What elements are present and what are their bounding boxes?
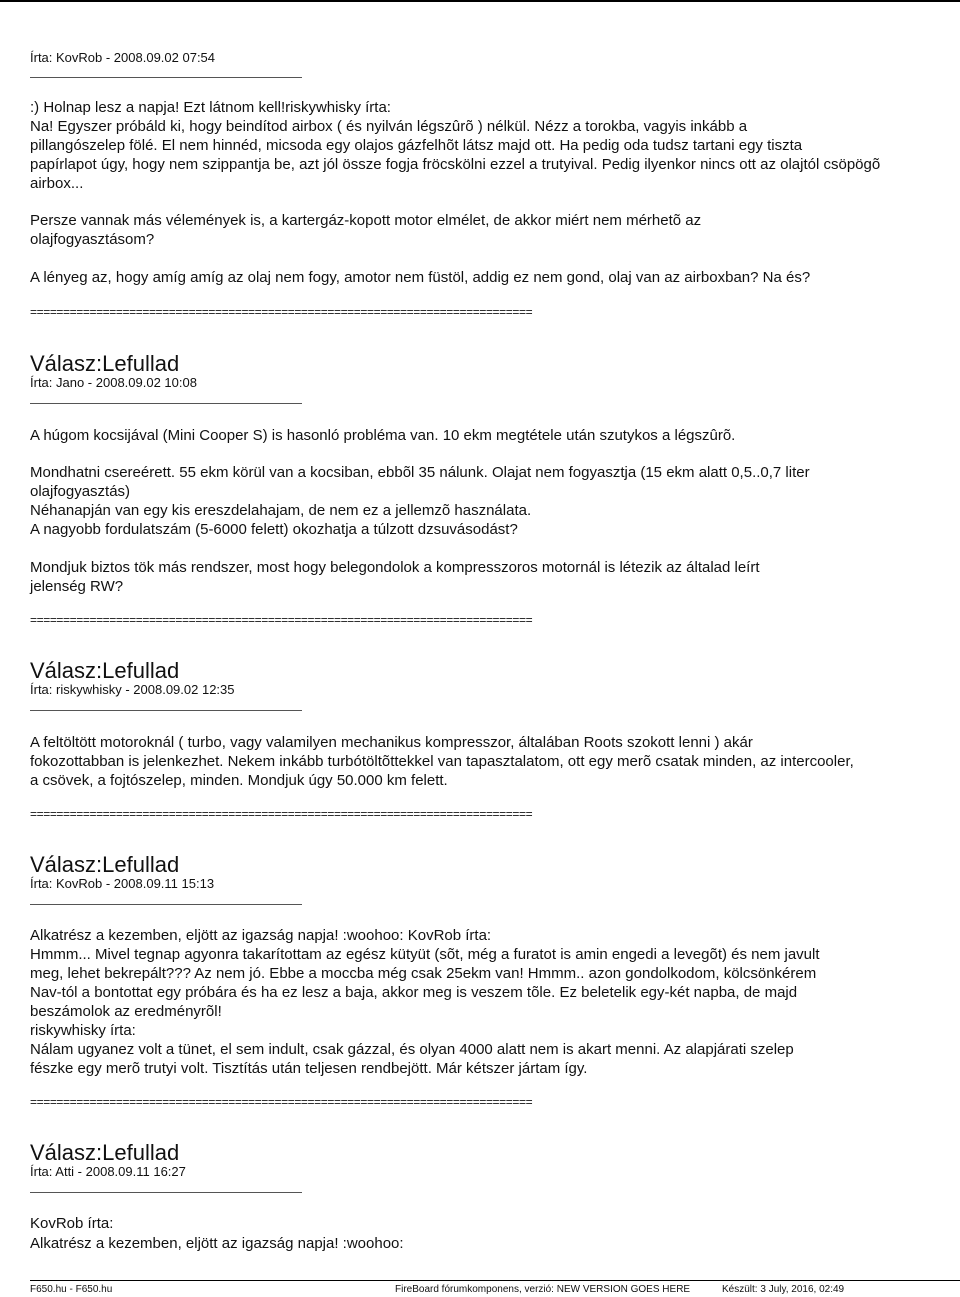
post-body-line: Alkatrész a kezemben, eljött az igazság napja! :woohoo: KovRob írta: xyxy=(30,927,492,944)
post-body-line: olajfogyasztás) xyxy=(30,483,131,500)
post-body-line: Néhanapján van egy kis ereszdelahajam, de nem ez a jellemzõ használata. xyxy=(30,502,532,519)
author-divider xyxy=(30,1192,302,1193)
post-heading: Válasz:Lefullad xyxy=(30,852,180,877)
post-separator: ============================================================================ xyxy=(30,614,533,626)
post-body-line: A húgom kocsijával (Mini Cooper S) is hasonló probléma van. 10 ekm megtétele után szutykos a légszûrõ. xyxy=(30,427,736,444)
author-divider xyxy=(30,904,302,905)
author-divider xyxy=(30,403,302,404)
post-separator: ============================================================================ xyxy=(30,306,533,318)
footer-generated: Készült: 3 July, 2016, 02:49 xyxy=(722,1284,845,1295)
post-body-line: :) Holnap lesz a napja! Ezt látnom kell!riskywhisky írta: xyxy=(30,99,391,116)
post-body-line: riskywhisky írta: xyxy=(30,1022,136,1039)
post-body-line: A nagyobb fordulatszám (5-6000 felett) okozhatja a túlzott dzsuvásodást? xyxy=(30,521,518,538)
footer-rule xyxy=(30,1280,960,1281)
post-body-line: Mondjuk biztos tök más rendszer, most hogy belegondolok a kompresszoros motornál is létezik az általad leírt xyxy=(30,559,760,576)
post-body-line: pillangószelep fölé. El nem hinnéd, micsoda egy olajos gázfelhõt látsz majd ott. Ha pedig oda tudsz tartani egy tiszta xyxy=(30,137,803,154)
post-author-line: Írta: KovRob - 2008.09.02 07:54 xyxy=(30,50,216,65)
post-body-line: Nálam ugyanez volt a tünet, el sem indult, csak gázzal, és olyan 4000 alatt nem is akart menni. Az alapjárati szelep xyxy=(30,1041,794,1058)
post-body-line: Mondhatni csereérett. 55 ekm körül van a kocsiban, ebbõl 35 nálunk. Olajat nem fogyasztja (15 ekm alatt 0,5..0,7 liter xyxy=(30,464,810,481)
post-heading: Válasz:Lefullad xyxy=(30,658,180,683)
post-author-line: Írta: KovRob - 2008.09.11 15:13 xyxy=(30,876,215,891)
top-rule xyxy=(0,0,960,2)
post-author-line: Írta: riskywhisky - 2008.09.02 12:35 xyxy=(30,682,235,697)
post-body-line: Nav-tól a bontottat egy próbára és ha ez lesz a baja, akkor meg is veszem tõle. Ez beletelik egy-két napba, de majd xyxy=(30,984,798,1001)
post-heading: Válasz:Lefullad xyxy=(30,351,180,376)
post-body-line: airbox... xyxy=(30,175,84,192)
post-separator: ============================================================================ xyxy=(30,1096,533,1108)
post-body-line: Hmmm... Mivel tegnap agyonra takarítottam az egész kütyüt (sõt, még a furatot is amin engedi a levegõt) és nem javult xyxy=(30,946,820,963)
post-author-line: Írta: Jano - 2008.09.02 10:08 xyxy=(30,375,197,390)
post-separator: ============================================================================ xyxy=(30,808,533,820)
post-body-line: Na! Egyszer próbáld ki, hogy beindítod airbox ( és nyilván légszûrõ ) nélkül. Nézz a torokba, vagyis inkább a xyxy=(30,118,748,135)
post-body-line: meg, lehet bekrepált??? Az nem jó. Ebbe a moccba még csak 25ekm van! Hmmm.. azon gondolkodom, kölcsönkérem xyxy=(30,965,817,982)
post-body-line: Alkatrész a kezemben, eljött az igazság napja! :woohoo: xyxy=(30,1235,404,1252)
post-body-line: fokozottabban is jelenkezhet. Nekem inkább turbótöltõttekkel van tapasztalatom, ott egy merõ csatak minden, az intercooler, xyxy=(30,753,854,770)
post-body-line: beszámolok az eredményrõl! xyxy=(30,1003,222,1020)
post-body-line: a csövek, a fojtószelep, minden. Mondjuk úgy 50.000 km felett. xyxy=(30,772,448,789)
footer-site: F650.hu - F650.hu xyxy=(30,1284,113,1295)
post-body-line: papírlapot úgy, hogy nem szippantja be, azt jól össze fogja fröcskölni ezzel a trutyival. Pedig ilyenkor nincs ott az olajtól csöpögõ xyxy=(30,156,881,173)
author-divider xyxy=(30,77,302,78)
author-divider xyxy=(30,710,302,711)
post-body-line: fészke egy merõ trutyi volt. Tisztítás után teljesen rendbejött. Már kétszer jártam így. xyxy=(30,1060,588,1077)
post-body-line: olajfogyasztásom? xyxy=(30,231,155,248)
post-body-line: KovRob írta: xyxy=(30,1215,114,1232)
post-heading: Válasz:Lefullad xyxy=(30,1140,180,1165)
post-author-line: Írta: Atti - 2008.09.11 16:27 xyxy=(30,1164,186,1179)
post-body-line: A feltöltött motoroknál ( turbo, vagy valamilyen mechanikus kompresszor, általában Roots szokott lenni ) akár xyxy=(30,734,753,751)
post-body-line: Persze vannak más vélemények is, a kartergáz-kopott motor elmélet, de akkor miért nem mérhetõ az xyxy=(30,212,702,229)
post-body-line: A lényeg az, hogy amíg amíg az olaj nem fogy, amotor nem füstöl, addig ez nem gond, olaj van az airboxban? Na és? xyxy=(30,269,811,286)
post-body-line: jelenség RW? xyxy=(30,578,124,595)
footer-component: FireBoard fórumkomponens, verzió: NEW VERSION GOES HERE xyxy=(395,1284,691,1295)
